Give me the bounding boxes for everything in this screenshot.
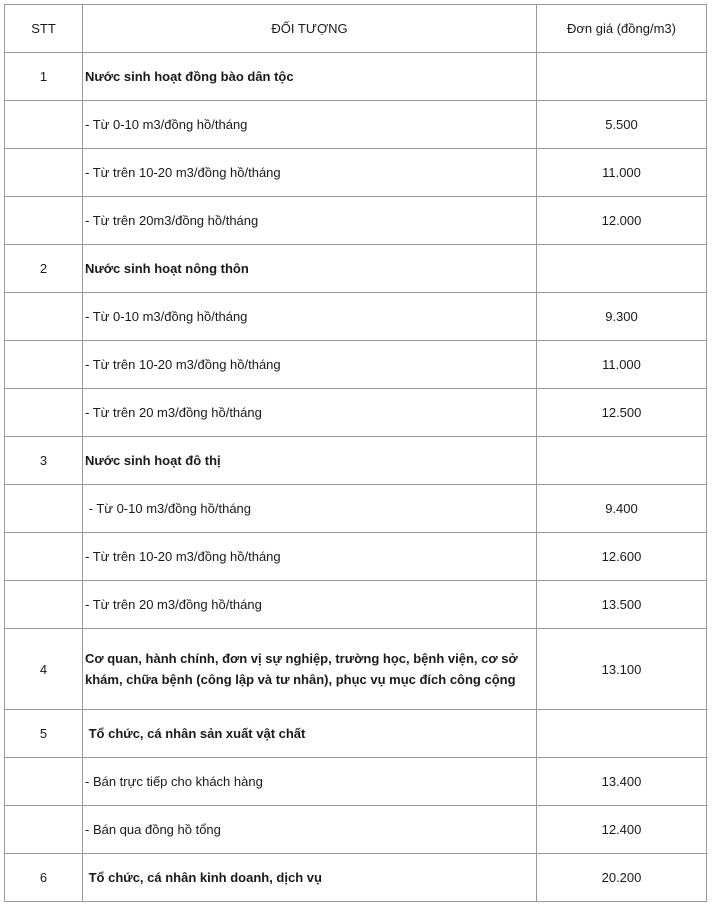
table-row [5, 581, 707, 629]
row-stt [5, 149, 83, 197]
header-stt: STT [5, 5, 83, 53]
row-price [537, 710, 707, 758]
row-stt [5, 533, 83, 581]
row-object: - Từ 0-10 m3/đồng hồ/tháng [83, 293, 537, 341]
row-object: - Từ 0-10 m3/đồng hồ/tháng [83, 101, 537, 149]
table-row [5, 485, 707, 533]
table-row [5, 149, 707, 197]
row-stt [5, 581, 83, 629]
table-row [5, 806, 707, 854]
row-price: 12.500 [537, 389, 707, 437]
row-object: - Từ trên 10-20 m3/đồng hồ/tháng [83, 533, 537, 581]
header-price: Đơn giá (đồng/m3) [537, 5, 707, 53]
row-stt: 4 [5, 629, 83, 710]
row-stt [5, 389, 83, 437]
table-row [5, 341, 707, 389]
row-price: 5.500 [537, 101, 707, 149]
table-row [5, 53, 707, 101]
table-row [5, 533, 707, 581]
table-row [5, 245, 707, 293]
water-price-table [4, 4, 707, 902]
row-price: 13.500 [537, 581, 707, 629]
row-stt: 5 [5, 710, 83, 758]
row-object: Nước sinh hoạt đồng bào dân tộc [83, 53, 537, 101]
row-price: 12.000 [537, 197, 707, 245]
table-row [5, 758, 707, 806]
row-stt [5, 341, 83, 389]
row-price [537, 437, 707, 485]
row-price: 13.100 [537, 629, 707, 710]
row-price: 20.200 [537, 854, 707, 902]
row-price: 12.400 [537, 806, 707, 854]
row-stt [5, 806, 83, 854]
row-price [537, 53, 707, 101]
table-row [5, 101, 707, 149]
row-object: - Từ trên 20 m3/đồng hồ/tháng [83, 389, 537, 437]
row-stt [5, 101, 83, 149]
table-row [5, 629, 707, 710]
table-row [5, 197, 707, 245]
table-row [5, 854, 707, 902]
row-price: 13.400 [537, 758, 707, 806]
row-stt [5, 485, 83, 533]
table-row [5, 437, 707, 485]
row-price: 11.000 [537, 341, 707, 389]
row-object: - Bán trực tiếp cho khách hàng [83, 758, 537, 806]
row-object: Nước sinh hoạt nông thôn [83, 245, 537, 293]
row-object: - Từ trên 10-20 m3/đồng hồ/tháng [83, 149, 537, 197]
table-row [5, 293, 707, 341]
header-object: ĐỐI TƯỢNG [83, 5, 537, 53]
row-stt [5, 293, 83, 341]
row-object: - Bán qua đồng hồ tổng [83, 806, 537, 854]
row-object: - Từ 0-10 m3/đồng hồ/tháng [83, 485, 537, 533]
row-stt: 2 [5, 245, 83, 293]
row-price [537, 245, 707, 293]
row-stt: 6 [5, 854, 83, 902]
row-object: - Từ trên 10-20 m3/đồng hồ/tháng [83, 341, 537, 389]
row-price: 11.000 [537, 149, 707, 197]
row-object: Tổ chức, cá nhân kinh doanh, dịch vụ [83, 854, 537, 902]
row-stt [5, 197, 83, 245]
table-header-row [5, 5, 707, 53]
row-stt [5, 758, 83, 806]
row-price: 9.300 [537, 293, 707, 341]
row-object: Cơ quan, hành chính, đơn vị sự nghiệp, trường học, bệnh viện, cơ sở khám, chữa bệnh (công lập và tư nhân), phục vụ mục đích công cộng [83, 629, 537, 710]
row-object: Nước sinh hoạt đô thị [83, 437, 537, 485]
row-stt: 3 [5, 437, 83, 485]
row-price: 9.400 [537, 485, 707, 533]
table-row [5, 389, 707, 437]
row-object: Tổ chức, cá nhân sản xuất vật chất [83, 710, 537, 758]
row-object: - Từ trên 20 m3/đồng hồ/tháng [83, 581, 537, 629]
row-stt: 1 [5, 53, 83, 101]
row-object: - Từ trên 20m3/đồng hồ/tháng [83, 197, 537, 245]
table-row [5, 710, 707, 758]
row-price: 12.600 [537, 533, 707, 581]
